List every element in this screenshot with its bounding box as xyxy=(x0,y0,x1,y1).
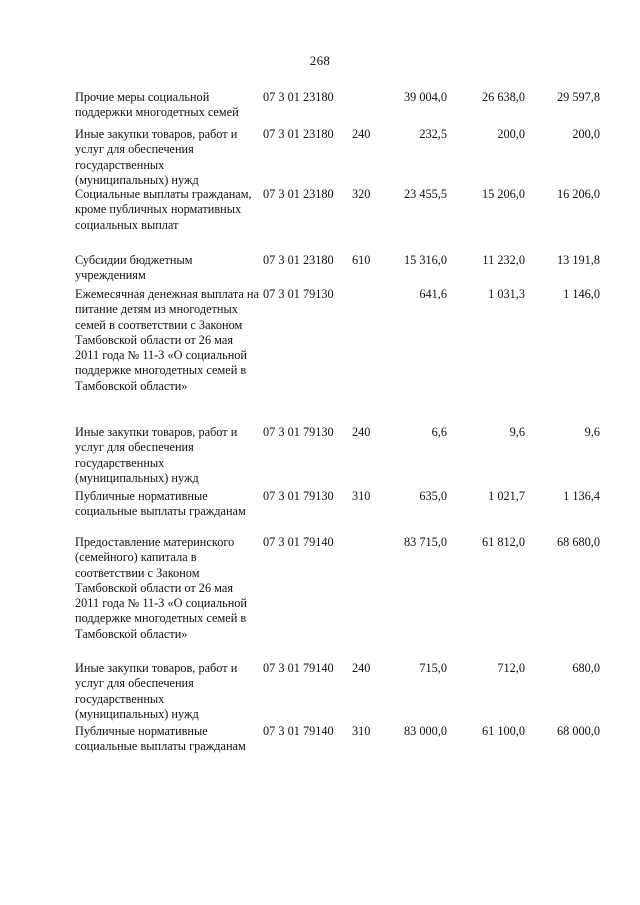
row-value-3: 200,0 xyxy=(572,127,600,141)
row-type: 610 xyxy=(352,253,371,267)
row-code: 07 3 01 79130 xyxy=(263,489,334,503)
row-type: 310 xyxy=(352,724,371,738)
row-type: 240 xyxy=(352,425,371,439)
row-value-2: 712,0 xyxy=(497,661,525,675)
row-value-2: 61 100,0 xyxy=(481,724,525,738)
row-value-3: 29 597,8 xyxy=(556,90,600,104)
row-code: 07 3 01 79140 xyxy=(263,535,334,549)
row-type: 240 xyxy=(352,661,371,675)
row-name: Публичные нормативные социальные выплаты гражданам xyxy=(75,724,246,754)
row-value-1: 715,0 xyxy=(419,661,447,675)
row-value-1: 23 455,5 xyxy=(403,187,447,201)
row-value-2: 26 638,0 xyxy=(481,90,525,104)
row-code: 07 3 01 23180 xyxy=(263,90,334,104)
row-value-2: 15 206,0 xyxy=(481,187,525,201)
row-value-2: 1 031,3 xyxy=(488,287,525,301)
row-name: Социальные выплаты гражданам, кроме публичных нормативных социальных выплат xyxy=(75,187,252,232)
row-value-1: 15 316,0 xyxy=(403,253,447,267)
row-value-3: 16 206,0 xyxy=(556,187,600,201)
row-name: Предоставление материнского (семейного) капитала в соответствии с Законом Тамбовской области от 26 мая 2011 года № 11-З «О социальной поддержке многодетных семей в Тамбовской области» xyxy=(75,535,247,641)
row-type: 310 xyxy=(352,489,371,503)
row-value-1: 641,6 xyxy=(419,287,447,301)
row-code: 07 3 01 79130 xyxy=(263,425,334,439)
row-value-3: 9,6 xyxy=(584,425,600,439)
row-type: 320 xyxy=(352,187,371,201)
row-name: Ежемесячная денежная выплата на питание детям из многодетных семей в соответствии с Законом Тамбовской области от 26 мая 2011 года № 11-З «О социальной поддержке многодетных семей в Тамбовской области» xyxy=(75,287,259,393)
row-value-1: 39 004,0 xyxy=(403,90,447,104)
row-name: Иные закупки товаров, работ и услуг для обеспечения государственных (муниципальных) нужд xyxy=(75,425,238,485)
row-value-2: 200,0 xyxy=(497,127,525,141)
page-number: 268 xyxy=(309,53,331,68)
row-value-3: 68 000,0 xyxy=(556,724,600,738)
row-value-3: 68 680,0 xyxy=(556,535,600,549)
row-type: 240 xyxy=(352,127,371,141)
row-value-3: 680,0 xyxy=(572,661,600,675)
row-value-2: 11 232,0 xyxy=(482,253,525,267)
row-value-1: 83 000,0 xyxy=(403,724,447,738)
row-value-3: 1 146,0 xyxy=(563,287,600,301)
row-value-1: 232,5 xyxy=(419,127,447,141)
row-code: 07 3 01 79130 xyxy=(263,287,334,301)
row-code: 07 3 01 23180 xyxy=(263,253,334,267)
row-value-2: 61 812,0 xyxy=(481,535,525,549)
row-value-2: 1 021,7 xyxy=(488,489,525,503)
row-value-3: 13 191,8 xyxy=(556,253,600,267)
row-code: 07 3 01 23180 xyxy=(263,187,334,201)
row-name: Субсидии бюджетным учреждениям xyxy=(75,253,193,283)
row-name: Прочие меры социальной поддержки многодетных семей xyxy=(75,90,239,120)
row-code: 07 3 01 79140 xyxy=(263,661,334,675)
row-code: 07 3 01 79140 xyxy=(263,724,334,738)
row-value-3: 1 136,4 xyxy=(563,489,600,503)
row-value-1: 635,0 xyxy=(419,489,447,503)
row-value-2: 9,6 xyxy=(509,425,525,439)
row-name: Иные закупки товаров, работ и услуг для обеспечения государственных (муниципальных) нужд xyxy=(75,661,238,721)
row-value-1: 83 715,0 xyxy=(403,535,447,549)
row-name: Публичные нормативные социальные выплаты гражданам xyxy=(75,489,246,519)
row-name: Иные закупки товаров, работ и услуг для обеспечения государственных (муниципальных) нужд xyxy=(75,127,238,187)
row-code: 07 3 01 23180 xyxy=(263,127,334,141)
row-value-1: 6,6 xyxy=(431,425,447,439)
